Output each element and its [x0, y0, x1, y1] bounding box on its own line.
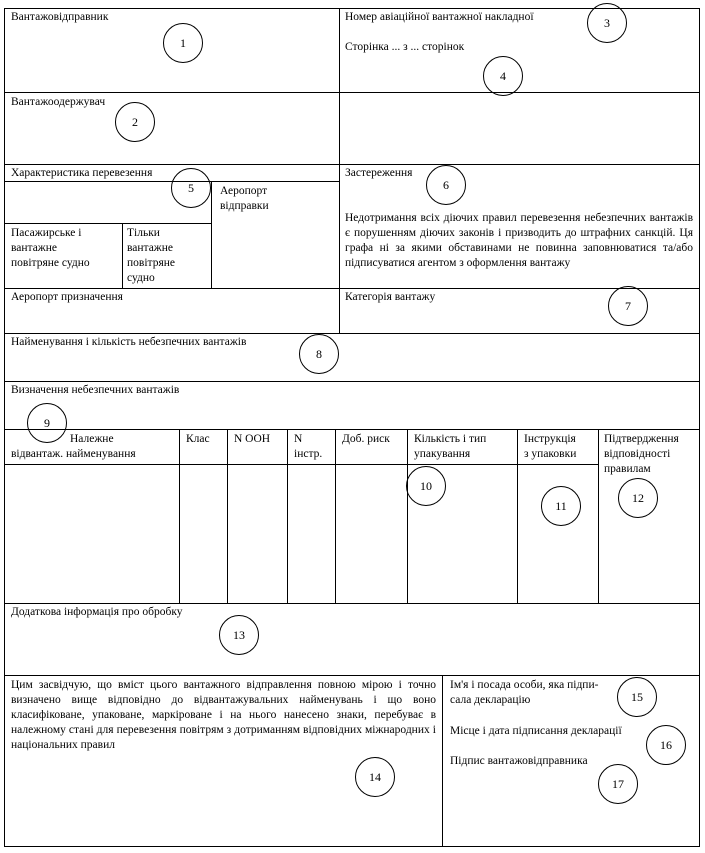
col-instr-no-line2: інстр.	[294, 448, 323, 460]
col-qty-type-pack-line2: упакування	[414, 448, 471, 460]
marker-3: 3	[587, 3, 627, 43]
marker-2: 2	[115, 102, 155, 142]
marker-11: 11	[541, 486, 581, 526]
col-sub-risk: Доб. риск	[342, 433, 390, 445]
cargo-only-line3: повітряне	[127, 257, 175, 269]
marker-6: 6	[426, 165, 466, 205]
col-compliance-line3: правилам	[604, 463, 651, 475]
reservations-text: Недотримання всіх діючих правил перевезення небезпечних вантажів є порушенням діючих законів і призводить до штрафних санкцій. Ця графа ні за якими обставинами не повинна заповнюватися та/або підписуватися агентом з оформлення вантажу	[345, 212, 693, 269]
col-un-no: N ООН	[234, 433, 271, 445]
col-class: Клас	[186, 433, 210, 445]
marker-9: 9	[27, 403, 67, 443]
signatory-name-line1: Ім'я і посада особи, яка підпи-	[450, 679, 599, 691]
marker-17: 17	[598, 764, 638, 804]
marker-15: 15	[617, 677, 657, 717]
marker-16: 16	[646, 725, 686, 765]
dg-identification-label: Визначення небезпечних вантажів	[11, 384, 180, 396]
shipper-label: Вантажовідправник	[11, 11, 109, 23]
consignee-label: Вантажоодержувач	[11, 96, 106, 108]
departure-airport-line2: відправки	[220, 200, 269, 212]
cargo-only-line1: Тільки	[127, 227, 160, 239]
col-compliance-line2: відповідності	[604, 448, 671, 460]
place-date-label: Місце і дата підписання декларації	[450, 725, 622, 737]
col-shipping-name-line2: відвантаж. найменування	[11, 448, 136, 460]
col-qty-type-pack-line1: Кількість і тип	[414, 433, 487, 445]
destination-airport-label: Аеропорт призначення	[11, 291, 123, 303]
col-instr-no-line1: N	[294, 433, 303, 445]
page-of-label: Сторінка ... з ... сторінок	[345, 41, 465, 53]
marker-7: 7	[608, 286, 648, 326]
marker-12: 12	[618, 478, 658, 518]
col-shipping-name-line1: Належне	[70, 433, 114, 445]
signatory-name-line2: сала декларацію	[450, 694, 531, 706]
col-packing-instr-line2: з упаковки	[524, 448, 577, 460]
handling-info-label: Додаткова інформація про обробку	[11, 606, 183, 618]
col-packing-instr-line1: Інструкція	[524, 433, 576, 445]
marker-5: 5	[171, 168, 211, 208]
marker-13: 13	[219, 615, 259, 655]
passenger-cargo-line2: вантажне	[11, 242, 58, 254]
marker-8: 8	[299, 334, 339, 374]
awb-number-label: Номер авіаційної вантажної накладної	[345, 11, 534, 23]
cargo-only-line2: вантажне	[127, 242, 174, 254]
marker-14: 14	[355, 757, 395, 797]
goods-name-qty-label: Найменування і кількість небезпечних вантажів	[11, 336, 247, 348]
transport-characteristic-label: Характеристика перевезення	[11, 167, 153, 179]
marker-4: 4	[483, 56, 523, 96]
cargo-category-label: Категорія вантажу	[345, 291, 436, 303]
shipper-signature-label: Підпис вантажовідправника	[450, 755, 588, 767]
marker-10: 10	[406, 466, 446, 506]
declaration-text: Цим засвідчую, що вміст цього вантажного відправлення повною мірою і точно визначено вище відповідно до відвантажувальних найменувань і що воно класифіковане, упаковане, маркіроване і на нього нанесено знаки, перебуває в належному стані для перевезення повітрям з дотриманням відповідних міжнародних і національних правил	[11, 679, 436, 751]
departure-airport-line1: Аеропорт	[220, 185, 268, 197]
reservations-title: Застереження	[345, 167, 413, 179]
marker-1: 1	[163, 23, 203, 63]
passenger-cargo-line1: Пасажирське і	[11, 227, 82, 239]
col-compliance-line1: Підтвердження	[604, 433, 679, 445]
passenger-cargo-line3: повітряне судно	[11, 257, 90, 269]
cargo-only-line4: судно	[127, 272, 155, 284]
